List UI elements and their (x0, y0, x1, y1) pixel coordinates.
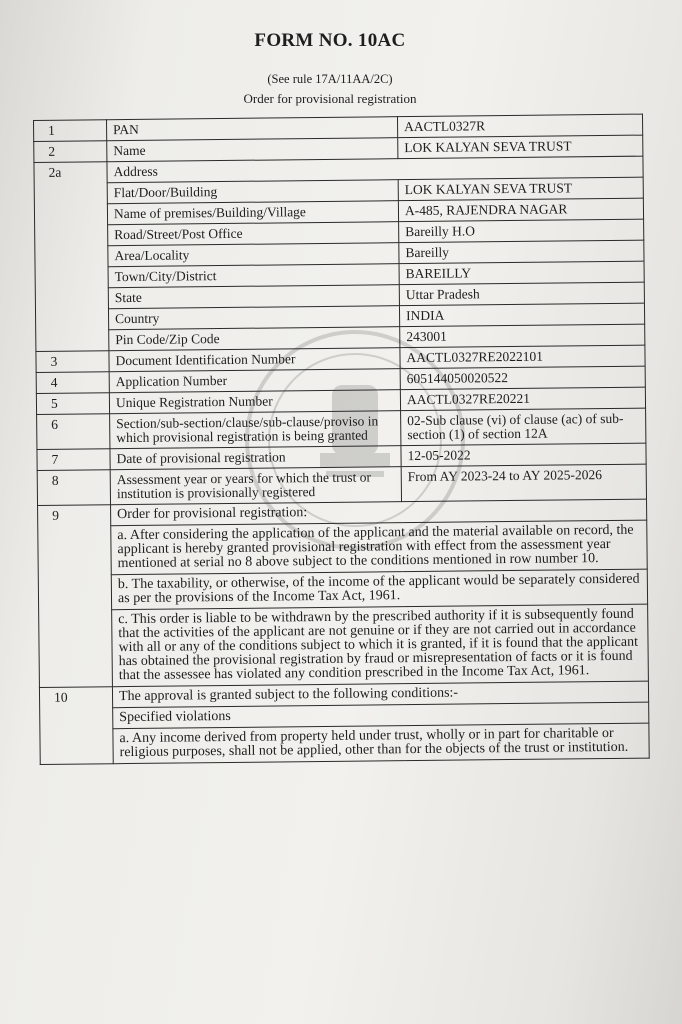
row-value: 12-05-2022 (401, 443, 646, 467)
row-heading: The approval is granted subject to the following conditions:- (112, 681, 648, 708)
row-number: 6 (37, 414, 110, 450)
row-number: 4 (36, 372, 109, 394)
row-value: Uttar Pradesh (399, 282, 644, 306)
row-number: 1 (34, 120, 107, 142)
row-value: AACTL0327RE2022101 (400, 345, 645, 369)
row-value: From AY 2023-24 to AY 2025-2026 (401, 464, 646, 502)
row-value: 02-Sub clause (vi) of clause (ac) of sub-section (1) of section 12A (401, 408, 646, 446)
row-value: 605144050020522 (400, 366, 645, 390)
row-label: Pin Code/Zip Code (109, 327, 400, 351)
row-number: 9 (38, 505, 113, 688)
clause-text: b. The taxability, or otherwise, of the income of the applicant would be separately considered as per the provisions of the Income Tax Act, 1961. (111, 569, 647, 610)
row-number: 3 (36, 351, 109, 373)
clause-text: a. Any income derived from property held under trust, wholly or in part for charitable or religious purposes, shall not be applied, other than for the objects of the trust or institution. (113, 723, 649, 764)
row-label: Section/sub-section/clause/sub-clause/proviso in which provisional registration is being granted (110, 411, 401, 449)
row-label: Road/Street/Post Office (108, 222, 399, 246)
row-label: Name of premises/Building/Village (107, 201, 398, 225)
row-conditions-a (40, 723, 649, 764)
row-label: Area/Locality (108, 243, 399, 267)
row-value: Bareilly H.O (399, 219, 644, 243)
row-order-c (39, 604, 649, 687)
row-value: Bareilly (399, 240, 644, 264)
form-title: FORM NO. 10AC (254, 30, 406, 51)
row-value: AACTL0327R (397, 114, 642, 138)
row-heading: Order for provisional registration: (111, 499, 647, 526)
row-value: BAREILLY (399, 261, 644, 285)
row-label: Name (107, 138, 398, 162)
row-label: PAN (107, 117, 398, 141)
row-label: Date of provisional registration (110, 446, 401, 470)
row-label: Application Number (109, 369, 400, 393)
row-number: 5 (36, 393, 109, 415)
rule-reference: (See rule 17A/11AA/2C) (267, 72, 393, 86)
form-subtitle: Order for provisional registration (243, 91, 417, 106)
registration-table (33, 114, 650, 765)
row-number: 2 (34, 141, 107, 163)
row-value: A-485, RAJENDRA NAGAR (398, 198, 643, 222)
row-label: Flat/Door/Building (107, 180, 398, 204)
row-value: AACTL0327RE20221 (400, 387, 645, 411)
row-order-a (38, 520, 647, 575)
row-label: Address (107, 156, 643, 183)
row-value: LOK KALYAN SEVA TRUST (398, 177, 643, 201)
row-number: 7 (37, 449, 110, 471)
clause-text: a. After considering the application of the applicant and the material available on record, the applicant is hereby granted provisional registration with effect from the assessment year mentioned at serial no 8 above subject to the conditions mentioned in row number 10. (111, 520, 647, 575)
row-label: State (108, 285, 399, 309)
row-label: Unique Registration Number (109, 390, 400, 414)
row-label: Document Identification Number (109, 348, 400, 372)
row-label: Assessment year or years for which the trust or institution is provisionally registered (110, 467, 401, 505)
row-value: LOK KALYAN SEVA TRUST (398, 135, 643, 159)
row-number: 8 (37, 470, 110, 506)
row-label: Town/City/District (108, 264, 399, 288)
row-number: 2a (34, 162, 109, 352)
row-subheading: Specified violations (113, 702, 649, 729)
row-label: Country (108, 306, 399, 330)
clause-text: c. This order is liable to be withdrawn by the prescribed authority if it is subsequently found that the activities of the applicant are not genuine or if they are not carried out in accordance with all or any of the conditions subject to which it is granted, if it is found that the applicant has obtained the provisional registration by fraud or misrepresentation of facts or it is found that the assessee has violated any condition prescribed in the Income Tax Act, 1961. (112, 604, 649, 687)
row-value: INDIA (399, 303, 644, 327)
row-number: 10 (39, 687, 113, 765)
row-value: 243001 (400, 324, 645, 348)
